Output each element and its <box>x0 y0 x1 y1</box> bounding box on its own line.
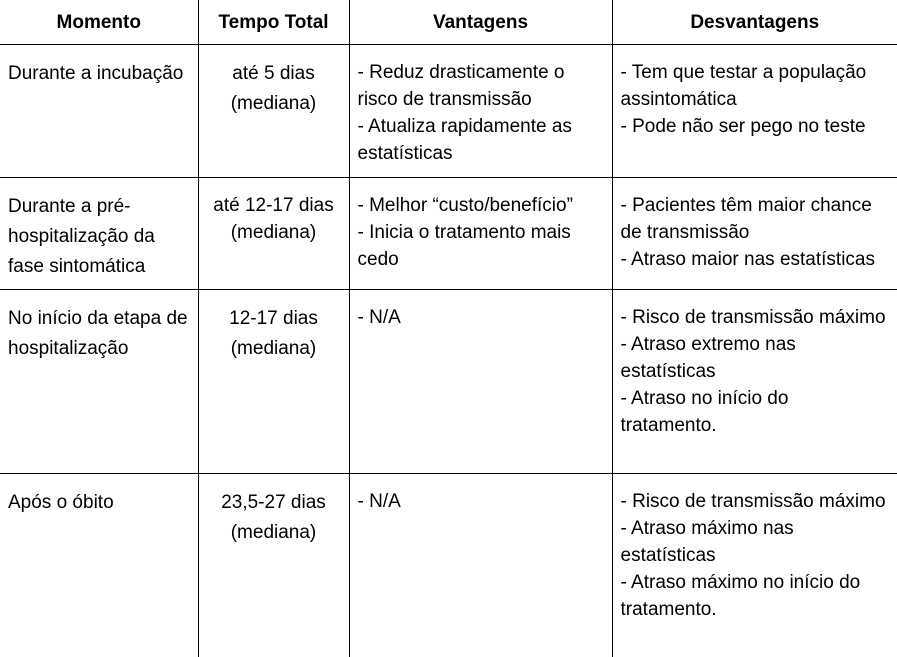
table-row <box>0 178 897 290</box>
vantagem-item: - N/A <box>357 491 401 512</box>
tempo-note: (mediana) <box>230 222 317 243</box>
tempo-note: (mediana) <box>230 522 317 543</box>
cell-tempo <box>198 178 349 290</box>
tempo-note: (mediana) <box>230 338 317 359</box>
vantagem-item: - Inicia o tratamento mais cedo <box>357 222 571 270</box>
header-tempo-total: Tempo Total <box>198 0 349 45</box>
desvantagem-item: - Pacientes têm maior chance de transmissão <box>620 195 872 243</box>
table-row <box>0 290 897 474</box>
desvantagem-item: - Atraso máximo no início do tratamento. <box>620 572 861 620</box>
cell-momento: Durante a incubação <box>0 45 198 178</box>
vantagem-item: - Reduz drasticamente o risco de transmissão <box>357 62 565 110</box>
cell-desvantagens <box>612 290 897 474</box>
cell-vantagens <box>349 178 612 290</box>
tempo-value: até 5 dias <box>232 63 315 84</box>
cell-tempo <box>198 45 349 178</box>
header-momento: Momento <box>0 0 198 45</box>
desvantagem-item: - Atraso maior nas estatísticas <box>620 249 875 270</box>
cell-desvantagens <box>612 178 897 290</box>
cell-vantagens <box>349 290 612 474</box>
tempo-value: até 12-17 dias <box>213 195 334 216</box>
tempo-value: 12-17 dias <box>229 308 318 329</box>
cell-desvantagens <box>612 474 897 657</box>
cell-vantagens <box>349 45 612 178</box>
vantagem-item: - Atualiza rapidamente as estatísticas <box>357 116 572 164</box>
cell-momento: Após o óbito <box>0 474 198 657</box>
table-row <box>0 474 897 657</box>
cell-tempo <box>198 474 349 657</box>
vantagem-item: - Melhor “custo/benefício” <box>357 195 573 216</box>
tempo-value: 23,5-27 dias <box>221 492 326 513</box>
desvantagem-item: - Risco de transmissão máximo <box>620 491 886 512</box>
desvantagem-item: - Atraso no início do tratamento. <box>620 388 789 436</box>
tempo-note: (mediana) <box>230 93 317 114</box>
header-desvantagens: Desvantagens <box>612 0 897 45</box>
header-row <box>0 0 897 45</box>
desvantagem-item: - Tem que testar a população assintomática <box>620 62 867 110</box>
vantagem-item: - N/A <box>357 307 401 328</box>
cell-vantagens <box>349 474 612 657</box>
desvantagem-item: - Pode não ser pego no teste <box>620 116 866 137</box>
cell-momento: No início da etapa de hospitalização <box>0 290 198 474</box>
table-row <box>0 45 897 178</box>
cell-desvantagens <box>612 45 897 178</box>
cell-momento: Durante a pré-hospitalização da fase sintomática <box>0 178 198 290</box>
header-vantagens: Vantagens <box>349 0 612 45</box>
cell-tempo <box>198 290 349 474</box>
desvantagem-item: - Risco de transmissão máximo <box>620 307 886 328</box>
desvantagem-item: - Atraso máximo nas estatísticas <box>620 518 794 566</box>
desvantagem-item: - Atraso extremo nas estatísticas <box>620 334 796 382</box>
